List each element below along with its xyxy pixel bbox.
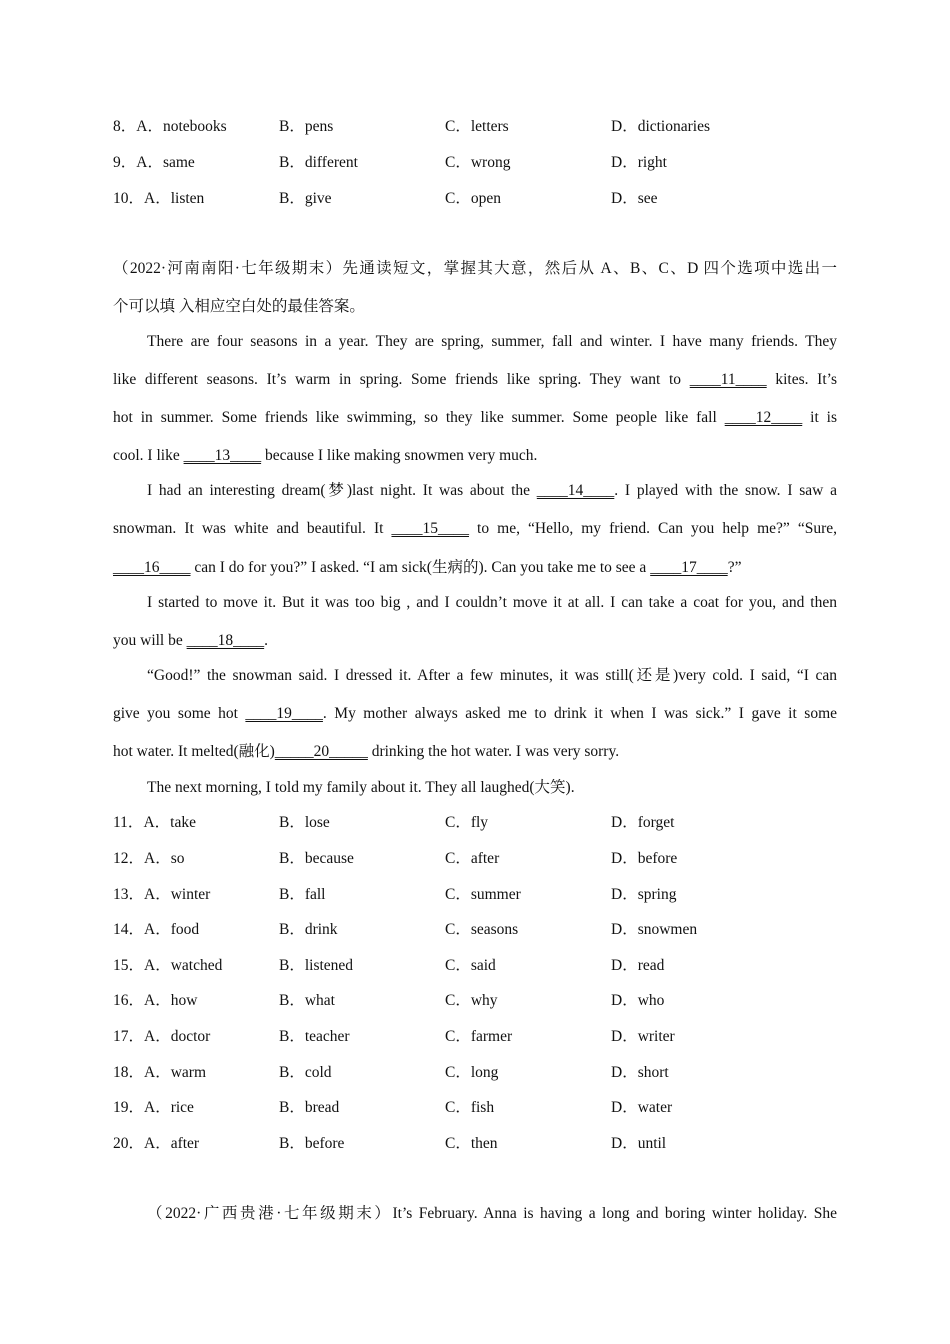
option-b: B．listened — [279, 957, 354, 974]
option-d: D．before — [611, 850, 678, 867]
blank-13: ____13____ — [183, 447, 262, 464]
blank-16: ____16____ — [113, 559, 191, 576]
section2-intro-line2: 个可以填 入相应空白处的最佳答案。 — [113, 298, 365, 315]
passage-line-7: ____16____ can I do for you?” I asked. “I am sick(生病的). Can you take me to see a ____17____?” — [113, 557, 837, 579]
option-d: D．short — [611, 1064, 669, 1081]
passage-line-12: hot water. It melted(融化)_____20_____ drinking the hot water. I was very sorry. — [113, 741, 837, 763]
option-b: B．bread — [279, 1099, 340, 1116]
blank-19: ____19____ — [245, 705, 323, 722]
option-b: B．different — [279, 154, 358, 171]
section2-intro-line1: （2022·河南南阳·七年级期末）先通读短文，掌握其大意，然后从 A、B、C、D 四个选项中选出一 — [113, 260, 837, 277]
passage-line-13: The next morning, I told my family about it. They all laughed(大笑). — [147, 779, 575, 796]
passage-line-4: cool. I like ____13____ because I like making snowmen very much. — [113, 445, 837, 467]
option-a: 14．A．food — [113, 921, 200, 938]
option-c: C．fish — [445, 1099, 495, 1116]
option-a: 20．A．after — [113, 1135, 200, 1152]
option-a: 17．A．doctor — [113, 1028, 211, 1045]
option-b: B．pens — [279, 118, 334, 135]
passage-line-6: snowman. It was white and beautiful. It ____15____ to me, “Hello, my friend. Can you help me?” “Sure, — [113, 518, 837, 540]
option-d: D．right — [611, 154, 667, 171]
option-a: 9．A．same — [113, 154, 195, 171]
option-a: 12．A．so — [113, 850, 185, 867]
blank-20: _____20_____ — [274, 743, 368, 760]
passage-line-9: you will be ____18____. — [113, 630, 837, 652]
passage-line-2: like different seasons. It’s warm in spring. Some friends like spring. They want to ____11____ kites. It’s — [113, 369, 837, 391]
option-a: 19．A．rice — [113, 1099, 194, 1116]
option-a: 10．A．listen — [113, 190, 205, 207]
section3-intro: （2022·广西贵港·七年级期末）It’s February. Anna is having a long and boring winter holiday. She — [147, 1205, 837, 1222]
passage-line-10: “Good!” the snowman said. I dressed it. After a few minutes, it was still(还是)very cold. I said, “I can — [147, 667, 837, 684]
option-d: D．writer — [611, 1028, 675, 1045]
passage-line-11: give you some hot ____19____. My mother always asked me to drink it when I was sick.” I gave it some — [113, 703, 837, 725]
option-b: B．cold — [279, 1064, 332, 1081]
option-b: B．fall — [279, 886, 326, 903]
blank-15: ____15____ — [391, 520, 469, 537]
option-a: 16．A．how — [113, 992, 198, 1009]
option-d: D．see — [611, 190, 658, 207]
option-b: B．because — [279, 850, 354, 867]
passage-line-8: I started to move it. But it was too big , and I couldn’t move it at all. I can take a coat for you, and then — [147, 594, 837, 611]
option-d: D．spring — [611, 886, 677, 903]
option-b: B．before — [279, 1135, 345, 1152]
option-c: C．said — [445, 957, 496, 974]
option-c: C．wrong — [445, 154, 511, 171]
option-a: 13．A．winter — [113, 886, 211, 903]
option-b: B．teacher — [279, 1028, 350, 1045]
option-b: B．drink — [279, 921, 338, 938]
option-b: B．what — [279, 992, 335, 1009]
option-b: B．give — [279, 190, 332, 207]
passage-line-1: There are four seasons in a year. They are spring, summer, fall and winter. I have many friends. They — [147, 333, 837, 350]
option-c: C．why — [445, 992, 498, 1009]
option-a: 18．A．warm — [113, 1064, 207, 1081]
option-d: D．read — [611, 957, 665, 974]
blank-14: ____14____ — [536, 482, 615, 499]
blank-12: ____12____ — [724, 409, 803, 426]
option-c: C．then — [445, 1135, 498, 1152]
option-d: D．forget — [611, 814, 675, 831]
option-d: D．who — [611, 992, 665, 1009]
option-c: C．open — [445, 190, 501, 207]
blank-18: ____18____ — [186, 632, 265, 649]
option-d: D．until — [611, 1135, 667, 1152]
option-c: C．seasons — [445, 921, 519, 938]
option-c: C．after — [445, 850, 500, 867]
blank-17: ____17____ — [650, 559, 728, 576]
passage-line-3: hot in summer. Some friends like swimming, so they like summer. Some people like fall ____12____ it is — [113, 407, 837, 429]
option-c: C．farmer — [445, 1028, 513, 1045]
option-c: C．summer — [445, 886, 521, 903]
option-c: C．fly — [445, 814, 489, 831]
option-c: C．letters — [445, 118, 509, 135]
option-a: 11．A．take — [113, 814, 196, 831]
passage-line-5: I had an interesting dream(梦)last night. It was about the ____14____. I played with the snow. I saw a — [147, 480, 837, 502]
option-a: 8．A．notebooks — [113, 118, 227, 135]
option-b: B．lose — [279, 814, 330, 831]
option-a: 15．A．watched — [113, 957, 223, 974]
option-d: D．snowmen — [611, 921, 698, 938]
option-d: D．water — [611, 1099, 673, 1116]
option-c: C．long — [445, 1064, 499, 1081]
blank-11: ____11____ — [689, 371, 767, 388]
option-d: D．dictionaries — [611, 118, 711, 135]
